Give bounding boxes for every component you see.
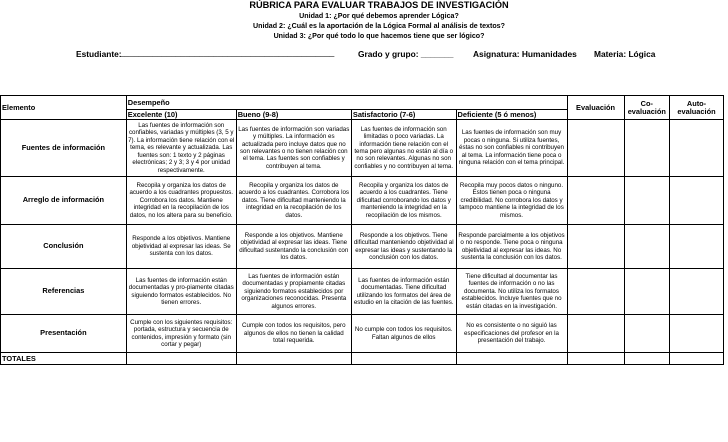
table-row [1,177,724,225]
criteria-cell: Recopila y organiza los datos de acuerdo a los cuadrantes. Tiene dificultad corroborando los datos y manteniendo la integridad en la recopilación de los mismos. [351,177,456,225]
criteria-cell: Cumple con todos los requisitos, pero algunos de ellos no tienen la calidad total requerida. [236,315,351,353]
row-element-label: Presentación [1,315,127,353]
unit-1-heading: Unidad 1: ¿Por qué debemos aprender Lógica? [299,12,459,20]
header-row-1 [1,96,724,110]
table-row [1,225,724,269]
student-name-line[interactable]: ______________________________________________ [120,47,335,57]
autoevaluacion-score-cell[interactable] [670,225,724,269]
coevaluacion-header: Co-evaluación [624,96,669,120]
table-row [1,269,724,315]
evaluacion-score-cell[interactable] [567,177,624,225]
row-element-label: Fuentes de información [1,120,127,177]
row-element-label: Referencias [1,269,127,315]
level-satisfactorio: Satisfactorio (7-6) [351,110,456,120]
table-row [1,315,724,353]
criteria-cell: No es consistente o no siguió las especificaciones del profesor en la presentación del trabajo. [456,315,567,353]
criteria-cell: Recopila y organiza los datos de acuerdo a los cuadrantes propuestos. Corrobora los datos. Mantiene integridad en la recopilación de los datos, no los altera para su beneficio. [126,177,236,225]
criteria-cell: Responde a los objetivos. Mantiene objetividad al expresar las ideas. Se sustenta con los datos. [126,225,236,269]
criteria-cell: Las fuentes de información están documentadas y propiamente citadas siguiendo formatos establecidos por organizaciones reconocidas. Presenta algunos errores. [236,269,351,315]
unit-2-heading: Unidad 2: ¿Cuál es la aportación de la Lógica Formal al análisis de textos? [253,22,505,30]
coevaluacion-score-cell[interactable] [624,315,669,353]
row-element-label: Conclusión [1,225,127,269]
elemento-header: Elemento [1,96,127,120]
criteria-cell: Las fuentes de información están documentadas. Tiene dificultad utilizando los formatos del área de estudio en la citación de las fuentes. [351,269,456,315]
document-title: RÚBRICA PARA EVALUAR TRABAJOS DE INVESTIGACIÓN [249,0,509,10]
autoevaluacion-score-cell[interactable] [670,177,724,225]
grade-group-field[interactable]: Grado y grupo: _______ [358,49,454,59]
totales-row [1,353,724,365]
rubric-table [0,95,724,365]
criteria-cell: Las fuentes de información son confiables, variadas y múltiples (3, 5 y 7). La información tiene relación con el tema, es relevante y actualizada. Las fuentes son: 1 texto y 2 páginas electrónicas; 2 y 3; 3 y 4 por unidad respectivamente. [126,120,236,177]
autoevaluacion-score-cell[interactable] [670,315,724,353]
coevaluacion-score-cell[interactable] [624,177,669,225]
criteria-cell: Las fuentes de información son variadas y múltiples. La información es actualizada pero incluye datos que no son relevantes o no tienen relación con el tema. Las fuentes son confiables y contribuyen al tema. [236,120,351,177]
evaluacion-total-cell[interactable] [567,353,624,365]
autoevaluacion-header: Auto-evaluación [670,96,724,120]
criteria-cell: Responde a los objetivos. Mantiene objetividad al expresar las ideas. Tiene dificultad sustentando la conclusión con los datos. [236,225,351,269]
level-excelente: Excelente (10) [126,110,236,120]
coevaluacion-score-cell[interactable] [624,225,669,269]
coevaluacion-score-cell[interactable] [624,120,669,177]
evaluacion-score-cell[interactable] [567,120,624,177]
autoevaluacion-score-cell[interactable] [670,120,724,177]
criteria-cell: Las fuentes de información son muy pocas o ninguna. Si utiliza fuentes, éstas no son confiables ni contribuyen al tema. La información tiene poca o ninguna relación con el tema principal. [456,120,567,177]
criteria-cell: Cumple con los siguientes requisitos: portada, estructura y secuencia de contenidos, impresión y formato (sin cortar y pegar) [126,315,236,353]
criteria-cell: Las fuentes de información son limitadas o poco variadas. La información tiene relación con el tema pero algunas no están al día o no son relevantes. Algunas no son confiables y no contribuyen al tema. [351,120,456,177]
evaluacion-score-cell[interactable] [567,269,624,315]
coevaluacion-total-cell[interactable] [624,353,669,365]
evaluacion-score-cell[interactable] [567,225,624,269]
criteria-cell: Las fuentes de información están documentadas y pro-piamente citadas siguiendo formatos establecidos. No tienen errores. [126,269,236,315]
subject-label: Asignatura: Humanidades [473,49,577,59]
criteria-cell: Recopila y organiza los datos de acuerdo a los cuadrantes. Corrobora los datos. Tiene dificultad manteniendo la integridad en la recopilación de los datos. [236,177,351,225]
criteria-cell: Responde parcialmente a los objetivos o no responde. Tiene poca o ninguna objetividad al expresar las ideas. No sustenta la conclusión con los datos. [456,225,567,269]
level-deficiente: Deficiente (5 ó menos) [456,110,567,120]
table-row [1,120,724,177]
course-label: Materia: Lógica [594,49,656,59]
criteria-cell: Recopila muy pocos datos o ninguno. Estos tienen poca o ninguna credibilidad. No corrobora los datos y tampoco mantiene la integridad de los mismos. [456,177,567,225]
desempeno-header: Desempeño [126,96,567,110]
row-element-label: Arreglo de información [1,177,127,225]
evaluacion-score-cell[interactable] [567,315,624,353]
totales-label: TOTALES [1,353,127,365]
autoevaluacion-total-cell[interactable] [670,353,724,365]
criteria-cell: No cumple con todos los requisitos. Faltan algunos de ellos [351,315,456,353]
criteria-cell: Responde a los objetivos. Tiene dificultad manteniendo objetividad al expresar las ideas y sustentando la conclusión con los datos. [351,225,456,269]
student-label: Estudiante: [76,49,122,59]
criteria-cell: Tiene dificultad al documentar las fuentes de información o no las documenta. No utiliza los formatos establecidos. Incluye fuentes que no están citadas en la investigación. [456,269,567,315]
evaluacion-header: Evaluación [567,96,624,120]
coevaluacion-score-cell[interactable] [624,269,669,315]
unit-3-heading: Unidad 3: ¿Por qué todo lo que hacemos tiene que ser lógico? [273,32,485,40]
autoevaluacion-score-cell[interactable] [670,269,724,315]
level-bueno: Bueno (9-8) [236,110,351,120]
